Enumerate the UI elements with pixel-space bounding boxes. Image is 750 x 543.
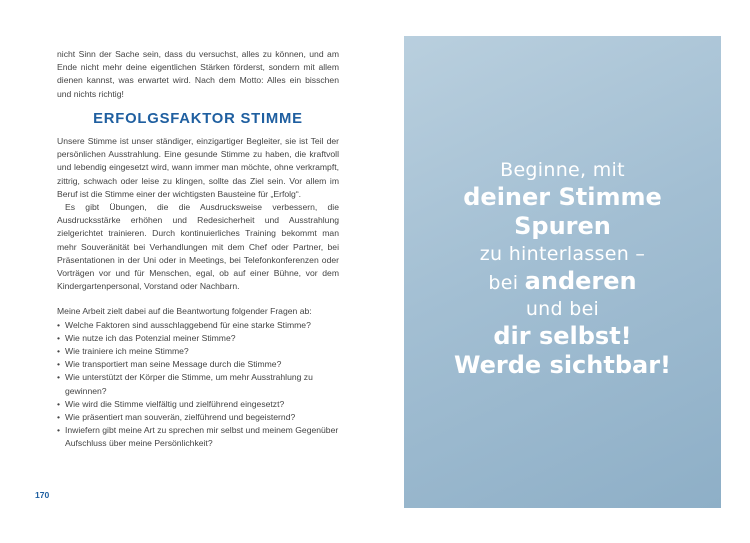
question-item: • Welche Faktoren sind ausschlaggebend für eine starke Stimme? [57, 319, 339, 332]
question-item: • Wie unterstützt der Körper die Stimme, um mehr Ausstrahlung zu gewinnen? [57, 371, 339, 397]
left-page [57, 48, 339, 451]
quote-line-light-part: bei [488, 272, 525, 294]
quote-line: deiner Stimme [463, 183, 662, 211]
quote-line: und bei [525, 298, 600, 320]
page-number: 170 [35, 490, 50, 500]
question-item: • Wie transportiert man seine Message durch die Stimme? [57, 358, 339, 371]
quote-line: dir selbst! [493, 322, 632, 350]
quote-line: Spuren [514, 212, 611, 240]
intro-paragraph: nicht Sinn der Sache sein, dass du versuchst, alles zu können, und am Ende nicht mehr deine eigentlichen Stärken förderst, sondern mit allem dienen kannst, was erwartet wird. Nach dem Motto: Alles ein bisschen und nichts richtig! [57, 49, 339, 99]
quote-line: Werde sichtbar! [454, 351, 671, 379]
question-item: • Wie präsentiert man souverän, zielführend und begeisternd? [57, 411, 339, 424]
question-list [57, 319, 339, 451]
quote-line: zu hinterlassen – [479, 243, 646, 265]
body-paragraph-3: Meine Arbeit zielt dabei auf die Beantwortung folgender Fragen ab: [57, 306, 312, 317]
question-item: • Wie trainiere ich meine Stimme? [57, 345, 339, 358]
quote-panel [404, 36, 721, 508]
section-heading: ERFOLGSFAKTOR STIMME [93, 110, 303, 127]
question-item: • Wie wird die Stimme vielfältig und zielführend eingesetzt? [57, 398, 339, 411]
body-paragraph-1: Unsere Stimme ist unser ständiger, einzigartiger Begleiter, sie ist Teil der persönlichen Ausstrahlung. Eine gesunde Stimme zu haben, die kraftvoll und lebendig eingesetzt wird, wann immer man möchte, ohne verkrampft, zittrig, schwach oder leise zu klingen, sollte das Ziel sein. Vor allem im Beruf ist die Stimme einer der wichtigsten Bausteine für „Erfolg“. [57, 136, 339, 199]
question-item: • Wie nutze ich das Potenzial meiner Stimme? [57, 332, 339, 345]
quote-line [404, 267, 721, 296]
quote-line-bold-part: anderen [524, 267, 637, 295]
quote [404, 157, 721, 380]
question-item: • Inwiefern gibt meine Art zu sprechen mir selbst und meinem Gegenüber Aufschluss über meine Persönlichkeit? [57, 424, 339, 450]
quote-line: Beginne, mit [500, 159, 625, 181]
body-paragraph-2: Es gibt Übungen, die die Ausdrucksweise verbessern, die Ausdrucksstärke erhöhen und Redesicherheit und Ausstrahlung zielgerichtet trainieren. Durch kontinuierliches Training bekommt man mehr Souveränität bei Verhandlungen mit dem Chef oder Partner, bei Präsentationen in der Uni oder in Meetings, bei Telefonkonferenzen oder Vorträgen vor und für Menschen, egal, ob auf einer Bühne, vor dem Kindergartenpersonal, Vorstand oder Nachbarn. [57, 202, 339, 292]
